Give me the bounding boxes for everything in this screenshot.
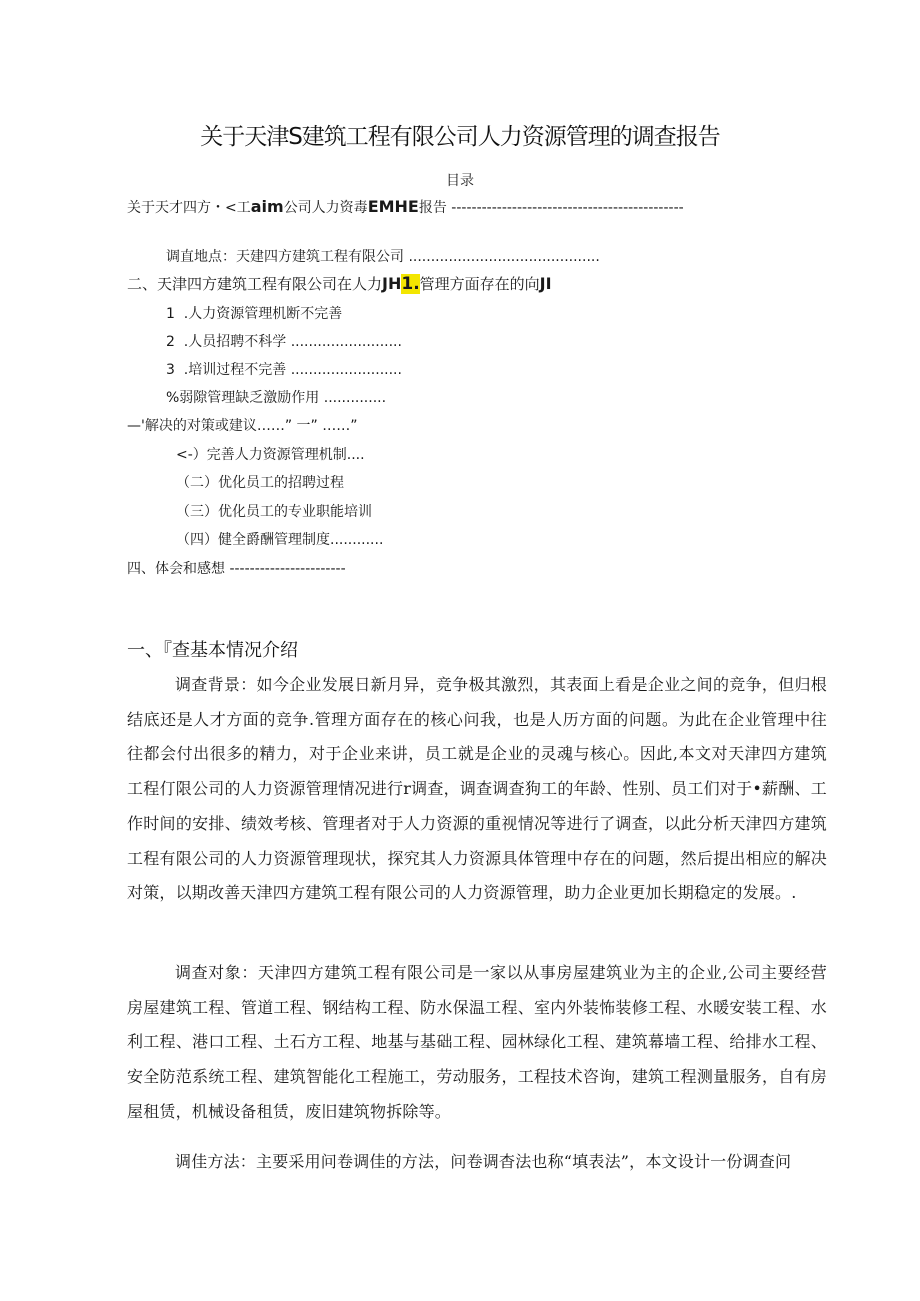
paragraph-method: 调佳方法：主要采用问卷调佳的方法，问卷调杳法也称“填表法”，本文设计一份调查问 xyxy=(175,1152,792,1171)
highlighted-text: 1. xyxy=(401,274,420,294)
toc-text: aim xyxy=(250,197,284,216)
toc-item-2-1: 1 .人力资源管理机断不完善 xyxy=(166,306,343,322)
toc-text: 报告 ---------------------------------------------- xyxy=(418,200,684,216)
paragraph-background: 调查背景：如今企业发展日新月异，竞争极其激烈，其表面上看是企业之间的竞争，但归根结底还是人才方面的竞争.管理方面存在的核心问我，也是人历方面的问题。为此在企业管理中往往都会付出很多的精力，对于企业来讲，员工就是企业的灵魂与核心。因此,本文对天津四方建筑工程仃限公司的人力资源管理情况进行r调查，调查调查狗工的年龄、性别、员工们对于•薪酬、工作时间的安排、绩效考核、管理者对于人力资源的重视情况等进行了调查，以此分析天津四方建筑工程有限公司的人力资源管理现状，探究其人力资源具体管理中存在的问题，然后提出相应的解决对策，以期改善天津四方建筑工程有限公司的人力资源管理，助力企业更加长期稳定的发展。. xyxy=(127,675,827,903)
toc-text: 公司人力资毒 xyxy=(283,200,368,216)
toc-item-3-2: （二）优化员工的招聘过程 xyxy=(176,475,344,491)
toc-item-section-2 xyxy=(127,274,552,294)
toc-item-3-3: （三）优化员工的专业职能培训 xyxy=(176,504,372,520)
toc-item-location: 调直地点：天建四方建筑工程有限公司 ........................................... xyxy=(166,249,600,265)
toc-text: EMHE xyxy=(367,197,419,216)
toc-item-2-2: 2 .人员招聘不科学 ......................... xyxy=(166,334,402,350)
toc-text: 关于天才四方・<工 xyxy=(127,200,251,216)
report-title: 关于天津S建筑工程有限公司人力资源管理的调查报告 xyxy=(200,124,720,150)
toc-item-2-3: 3 .培训过程不完善 ......................... xyxy=(166,362,402,378)
toc-item-3-1: <-）完善人力资源管理机制.... xyxy=(176,447,365,463)
toc-text: 管理方面存在的向 xyxy=(419,275,540,293)
toc-item-2-4: %弱隙管理缺乏激励作用 .............. xyxy=(166,390,387,406)
toc-item-section-4: 四、体会和感想 ----------------------- xyxy=(127,561,346,577)
paragraph-subject: 调查对象：天津四方建筑工程有限公司是一家以从事房屋建筑业为主的企业,公司主要经营房屋建筑工程、管道工程、钢结构工程、防水保温工程、室内外装怖装修工程、水暖安装工程、水利工程、港口工程、土石方工程、地基与基础工程、园林绿化工程、建筑幕墙工程、给排水工程、安全防范系统工程、建筑智能化工程施工，劳动服务，工程技术咨询，建筑工程测量服务，自有房屋租赁，机械设备租赁，废旧建筑物拆除等。 xyxy=(127,963,827,1121)
toc-item-3-4: （四）健全爵酬管理制度............ xyxy=(176,532,384,548)
toc-text: 二、天津四方建筑工程有限公司在人力 xyxy=(127,275,383,293)
toc-item-section-3: —'解决的对策或建议……” 一” ……” xyxy=(127,418,358,434)
toc-text: JH xyxy=(382,274,402,293)
toc-heading: 目录 xyxy=(446,173,474,189)
toc-text: JI xyxy=(539,274,552,293)
toc-item-title xyxy=(127,197,684,218)
section-heading: 一、『查基本情况介绍 xyxy=(127,640,298,661)
